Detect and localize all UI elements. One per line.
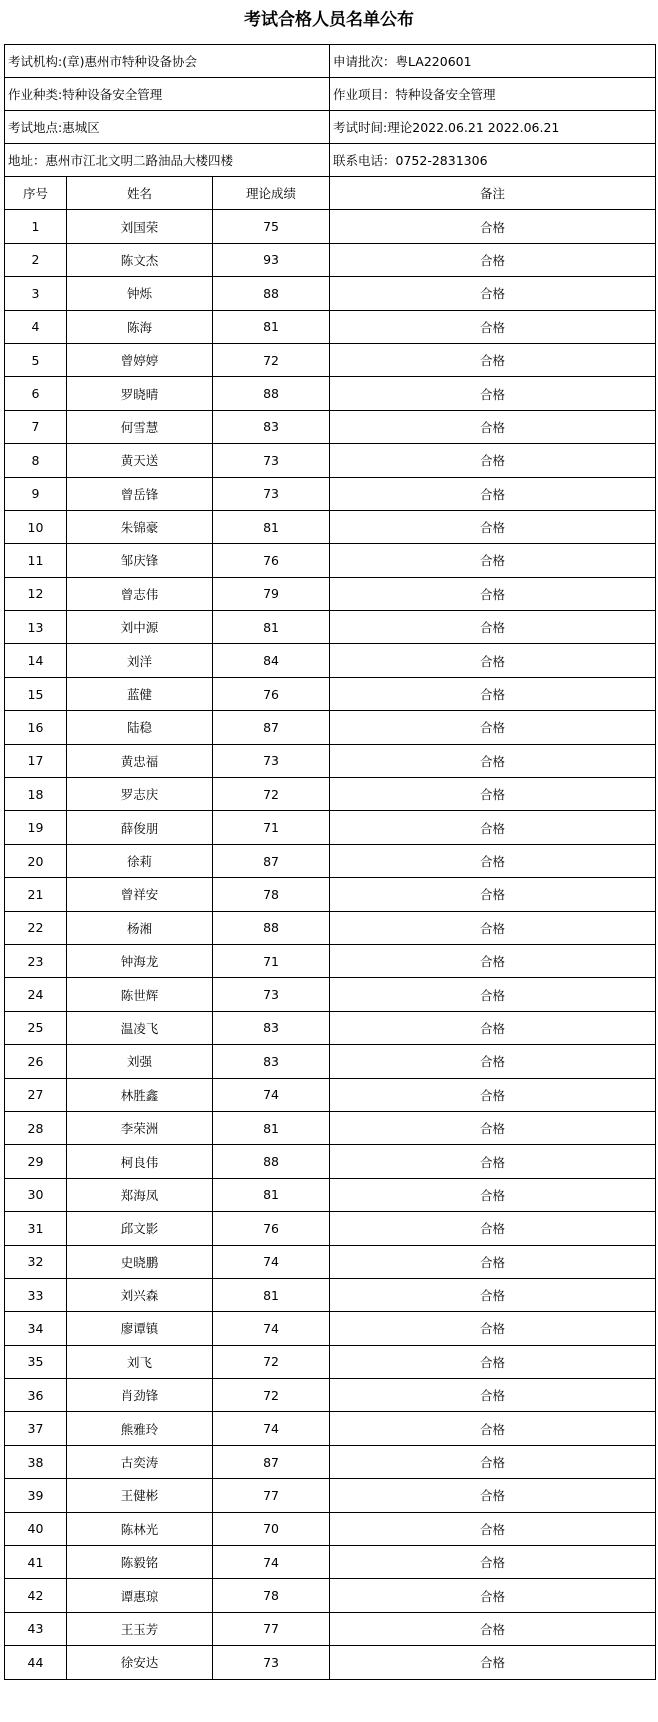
cell-name: 罗晓晴 xyxy=(67,377,213,410)
cell-name: 刘洋 xyxy=(67,644,213,677)
cell-score: 76 xyxy=(213,1212,330,1245)
cell-name: 罗志庆 xyxy=(67,778,213,811)
cell-remark: 合格 xyxy=(330,277,656,310)
cell-remark: 合格 xyxy=(330,1412,656,1445)
table-row xyxy=(5,1646,656,1679)
cell-score: 78 xyxy=(213,1579,330,1612)
table-row xyxy=(5,1111,656,1144)
exam-location: 考试地点:惠城区 xyxy=(5,111,330,144)
cell-score: 71 xyxy=(213,944,330,977)
cell-remark: 合格 xyxy=(330,210,656,243)
job-project: 作业项目：特种设备安全管理 xyxy=(330,78,656,111)
cell-name: 曾祥安 xyxy=(67,878,213,911)
cell-seq: 16 xyxy=(5,711,67,744)
table-row xyxy=(5,1045,656,1078)
cell-score: 73 xyxy=(213,444,330,477)
table-row xyxy=(5,778,656,811)
cell-seq: 19 xyxy=(5,811,67,844)
cell-name: 钟烁 xyxy=(67,277,213,310)
cell-score: 72 xyxy=(213,1379,330,1412)
cell-name: 刘中源 xyxy=(67,611,213,644)
cell-score: 83 xyxy=(213,1011,330,1044)
cell-remark: 合格 xyxy=(330,377,656,410)
cell-seq: 5 xyxy=(5,343,67,376)
table-row xyxy=(5,911,656,944)
cell-score: 72 xyxy=(213,1345,330,1378)
cell-name: 林胜鑫 xyxy=(67,1078,213,1111)
cell-remark: 合格 xyxy=(330,844,656,877)
cell-seq: 40 xyxy=(5,1512,67,1545)
table-row xyxy=(5,611,656,644)
cell-score: 87 xyxy=(213,844,330,877)
cell-score: 81 xyxy=(213,310,330,343)
table-row xyxy=(5,1178,656,1211)
cell-remark: 合格 xyxy=(330,1579,656,1612)
cell-name: 刘飞 xyxy=(67,1345,213,1378)
cell-score: 78 xyxy=(213,878,330,911)
cell-name: 朱锦豪 xyxy=(67,510,213,543)
cell-seq: 39 xyxy=(5,1479,67,1512)
info-row xyxy=(5,111,656,144)
table-row xyxy=(5,744,656,777)
cell-name: 何雪慧 xyxy=(67,410,213,443)
cell-name: 黄天送 xyxy=(67,444,213,477)
cell-remark: 合格 xyxy=(330,1078,656,1111)
column-header-name: 姓名 xyxy=(67,177,213,210)
cell-remark: 合格 xyxy=(330,1646,656,1679)
cell-name: 陈毅铭 xyxy=(67,1546,213,1579)
cell-name: 陈世辉 xyxy=(67,978,213,1011)
table-row xyxy=(5,444,656,477)
cell-seq: 7 xyxy=(5,410,67,443)
table-row xyxy=(5,377,656,410)
cell-name: 肖劲锋 xyxy=(67,1379,213,1412)
cell-remark: 合格 xyxy=(330,1245,656,1278)
table-row xyxy=(5,644,656,677)
cell-name: 曾志伟 xyxy=(67,577,213,610)
table-row xyxy=(5,844,656,877)
cell-seq: 10 xyxy=(5,510,67,543)
cell-score: 76 xyxy=(213,544,330,577)
cell-remark: 合格 xyxy=(330,310,656,343)
cell-seq: 44 xyxy=(5,1646,67,1679)
cell-score: 88 xyxy=(213,1145,330,1178)
table-row xyxy=(5,978,656,1011)
cell-score: 81 xyxy=(213,510,330,543)
column-header-seq: 序号 xyxy=(5,177,67,210)
exam-time: 考试时间:理论2022.06.21 2022.06.21 xyxy=(330,111,656,144)
cell-name: 李荣洲 xyxy=(67,1111,213,1144)
table-row xyxy=(5,410,656,443)
cell-name: 徐莉 xyxy=(67,844,213,877)
cell-name: 邱文影 xyxy=(67,1212,213,1245)
cell-remark: 合格 xyxy=(330,1111,656,1144)
cell-seq: 17 xyxy=(5,744,67,777)
table-row xyxy=(5,878,656,911)
table-row xyxy=(5,1212,656,1245)
table-row xyxy=(5,677,656,710)
cell-seq: 6 xyxy=(5,377,67,410)
cell-remark: 合格 xyxy=(330,1011,656,1044)
cell-seq: 36 xyxy=(5,1379,67,1412)
table-row xyxy=(5,510,656,543)
cell-score: 70 xyxy=(213,1512,330,1545)
cell-name: 陈海 xyxy=(67,310,213,343)
cell-seq: 14 xyxy=(5,644,67,677)
cell-score: 83 xyxy=(213,410,330,443)
cell-name: 刘兴森 xyxy=(67,1278,213,1311)
cell-remark: 合格 xyxy=(330,1212,656,1245)
cell-seq: 35 xyxy=(5,1345,67,1378)
cell-remark: 合格 xyxy=(330,1379,656,1412)
cell-score: 81 xyxy=(213,1111,330,1144)
cell-name: 王玉芳 xyxy=(67,1612,213,1645)
cell-remark: 合格 xyxy=(330,1445,656,1478)
table-row xyxy=(5,210,656,243)
cell-remark: 合格 xyxy=(330,1045,656,1078)
cell-name: 熊雅玲 xyxy=(67,1412,213,1445)
cell-remark: 合格 xyxy=(330,577,656,610)
cell-remark: 合格 xyxy=(330,477,656,510)
cell-remark: 合格 xyxy=(330,811,656,844)
column-header-score: 理论成绩 xyxy=(213,177,330,210)
cell-remark: 合格 xyxy=(330,544,656,577)
cell-name: 陈文杰 xyxy=(67,243,213,276)
cell-score: 76 xyxy=(213,677,330,710)
cell-name: 邹庆锋 xyxy=(67,544,213,577)
table-row xyxy=(5,944,656,977)
cell-remark: 合格 xyxy=(330,1512,656,1545)
table-row xyxy=(5,1278,656,1311)
cell-remark: 合格 xyxy=(330,1278,656,1311)
application-batch: 申请批次：粤LA220601 xyxy=(330,45,656,78)
cell-seq: 1 xyxy=(5,210,67,243)
cell-score: 73 xyxy=(213,477,330,510)
cell-score: 73 xyxy=(213,744,330,777)
cell-score: 73 xyxy=(213,978,330,1011)
cell-seq: 20 xyxy=(5,844,67,877)
cell-name: 钟海龙 xyxy=(67,944,213,977)
cell-score: 75 xyxy=(213,210,330,243)
cell-score: 73 xyxy=(213,1646,330,1679)
cell-seq: 11 xyxy=(5,544,67,577)
table-row xyxy=(5,277,656,310)
cell-name: 曾岳锋 xyxy=(67,477,213,510)
table-row xyxy=(5,1245,656,1278)
cell-seq: 43 xyxy=(5,1612,67,1645)
cell-seq: 13 xyxy=(5,611,67,644)
table-row xyxy=(5,1512,656,1545)
cell-score: 88 xyxy=(213,377,330,410)
cell-seq: 21 xyxy=(5,878,67,911)
table-row xyxy=(5,544,656,577)
cell-remark: 合格 xyxy=(330,911,656,944)
cell-score: 71 xyxy=(213,811,330,844)
cell-remark: 合格 xyxy=(330,711,656,744)
results-table xyxy=(4,44,656,1680)
page-title: 考试合格人员名单公布 xyxy=(244,10,414,30)
table-row xyxy=(5,243,656,276)
contact-phone: 联系电话：0752-2831306 xyxy=(330,144,656,177)
cell-remark: 合格 xyxy=(330,744,656,777)
cell-seq: 9 xyxy=(5,477,67,510)
cell-seq: 23 xyxy=(5,944,67,977)
job-category: 作业种类:特种设备安全管理 xyxy=(5,78,330,111)
cell-name: 黄忠福 xyxy=(67,744,213,777)
table-row xyxy=(5,1379,656,1412)
table-row xyxy=(5,1579,656,1612)
cell-score: 74 xyxy=(213,1312,330,1345)
cell-name: 曾婷婷 xyxy=(67,343,213,376)
cell-name: 陆稳 xyxy=(67,711,213,744)
cell-name: 谭惠琼 xyxy=(67,1579,213,1612)
cell-score: 74 xyxy=(213,1412,330,1445)
cell-seq: 25 xyxy=(5,1011,67,1044)
table-row xyxy=(5,1412,656,1445)
cell-remark: 合格 xyxy=(330,1345,656,1378)
cell-name: 徐安达 xyxy=(67,1646,213,1679)
cell-name: 陈林光 xyxy=(67,1512,213,1545)
table-row xyxy=(5,1612,656,1645)
cell-remark: 合格 xyxy=(330,878,656,911)
column-header-remark: 备注 xyxy=(330,177,656,210)
cell-name: 廖谭镇 xyxy=(67,1312,213,1345)
cell-remark: 合格 xyxy=(330,978,656,1011)
cell-remark: 合格 xyxy=(330,1178,656,1211)
cell-name: 杨湘 xyxy=(67,911,213,944)
cell-name: 史晓鹏 xyxy=(67,1245,213,1278)
cell-score: 74 xyxy=(213,1245,330,1278)
table-row xyxy=(5,1078,656,1111)
cell-name: 王健彬 xyxy=(67,1479,213,1512)
info-row xyxy=(5,45,656,78)
cell-remark: 合格 xyxy=(330,1312,656,1345)
cell-score: 74 xyxy=(213,1546,330,1579)
cell-remark: 合格 xyxy=(330,243,656,276)
cell-remark: 合格 xyxy=(330,510,656,543)
cell-remark: 合格 xyxy=(330,677,656,710)
cell-remark: 合格 xyxy=(330,1145,656,1178)
address: 地址：惠州市江北文明二路油品大楼四楼 xyxy=(5,144,330,177)
cell-remark: 合格 xyxy=(330,410,656,443)
cell-score: 87 xyxy=(213,711,330,744)
cell-remark: 合格 xyxy=(330,778,656,811)
cell-score: 88 xyxy=(213,277,330,310)
cell-seq: 30 xyxy=(5,1178,67,1211)
table-row xyxy=(5,711,656,744)
cell-score: 88 xyxy=(213,911,330,944)
cell-score: 77 xyxy=(213,1612,330,1645)
cell-score: 72 xyxy=(213,343,330,376)
cell-score: 81 xyxy=(213,611,330,644)
cell-seq: 26 xyxy=(5,1045,67,1078)
cell-seq: 33 xyxy=(5,1278,67,1311)
cell-name: 古奕涛 xyxy=(67,1445,213,1478)
cell-seq: 4 xyxy=(5,310,67,343)
cell-seq: 2 xyxy=(5,243,67,276)
table-body xyxy=(5,45,656,1680)
info-row xyxy=(5,78,656,111)
table-row xyxy=(5,343,656,376)
cell-remark: 合格 xyxy=(330,944,656,977)
cell-seq: 41 xyxy=(5,1546,67,1579)
cell-remark: 合格 xyxy=(330,644,656,677)
cell-score: 83 xyxy=(213,1045,330,1078)
cell-seq: 32 xyxy=(5,1245,67,1278)
cell-remark: 合格 xyxy=(330,1546,656,1579)
exam-organization: 考试机构:(章)惠州市特种设备协会 xyxy=(5,45,330,78)
cell-remark: 合格 xyxy=(330,611,656,644)
cell-remark: 合格 xyxy=(330,444,656,477)
table-header-row xyxy=(5,177,656,210)
cell-seq: 28 xyxy=(5,1111,67,1144)
table-row xyxy=(5,1546,656,1579)
cell-name: 郑海凤 xyxy=(67,1178,213,1211)
cell-seq: 38 xyxy=(5,1445,67,1478)
cell-seq: 37 xyxy=(5,1412,67,1445)
cell-score: 81 xyxy=(213,1278,330,1311)
cell-name: 刘强 xyxy=(67,1045,213,1078)
table-row xyxy=(5,1479,656,1512)
cell-seq: 22 xyxy=(5,911,67,944)
cell-remark: 合格 xyxy=(330,1612,656,1645)
cell-seq: 3 xyxy=(5,277,67,310)
cell-name: 温凌飞 xyxy=(67,1011,213,1044)
cell-score: 72 xyxy=(213,778,330,811)
cell-score: 74 xyxy=(213,1078,330,1111)
cell-seq: 24 xyxy=(5,978,67,1011)
cell-name: 柯良伟 xyxy=(67,1145,213,1178)
cell-seq: 15 xyxy=(5,677,67,710)
table-row xyxy=(5,310,656,343)
cell-remark: 合格 xyxy=(330,1479,656,1512)
cell-name: 刘国荣 xyxy=(67,210,213,243)
cell-score: 93 xyxy=(213,243,330,276)
cell-score: 81 xyxy=(213,1178,330,1211)
table-row xyxy=(5,1145,656,1178)
cell-seq: 27 xyxy=(5,1078,67,1111)
cell-name: 薛俊朋 xyxy=(67,811,213,844)
table-row xyxy=(5,577,656,610)
cell-score: 87 xyxy=(213,1445,330,1478)
cell-seq: 29 xyxy=(5,1145,67,1178)
table-row xyxy=(5,811,656,844)
table-row xyxy=(5,1445,656,1478)
cell-seq: 42 xyxy=(5,1579,67,1612)
table-row xyxy=(5,477,656,510)
cell-score: 84 xyxy=(213,644,330,677)
table-row xyxy=(5,1011,656,1044)
table-row xyxy=(5,1312,656,1345)
cell-seq: 8 xyxy=(5,444,67,477)
cell-seq: 12 xyxy=(5,577,67,610)
cell-seq: 18 xyxy=(5,778,67,811)
info-row xyxy=(5,144,656,177)
cell-seq: 34 xyxy=(5,1312,67,1345)
cell-score: 79 xyxy=(213,577,330,610)
cell-score: 77 xyxy=(213,1479,330,1512)
cell-remark: 合格 xyxy=(330,343,656,376)
table-row xyxy=(5,1345,656,1378)
cell-name: 蓝健 xyxy=(67,677,213,710)
cell-seq: 31 xyxy=(5,1212,67,1245)
